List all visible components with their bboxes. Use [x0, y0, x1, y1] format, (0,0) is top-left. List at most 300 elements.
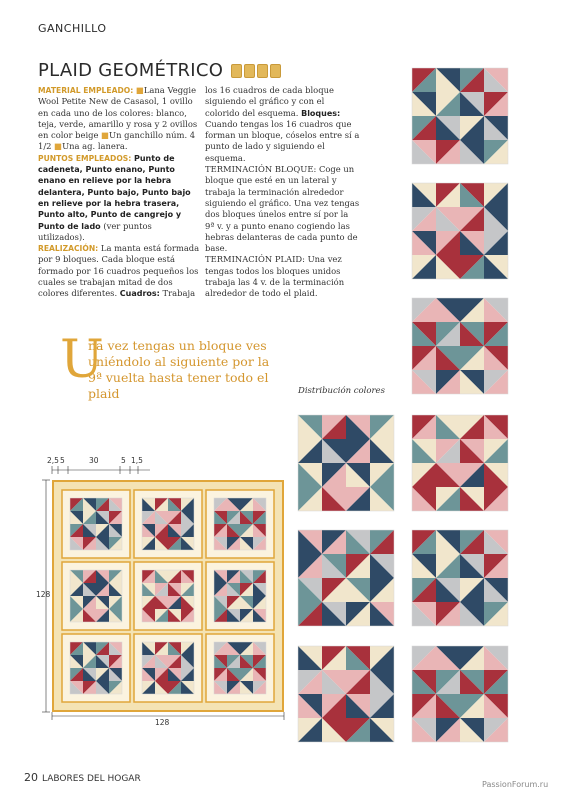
triangle [436, 322, 460, 346]
triangle [436, 487, 460, 511]
watermark: PassionForum.ru [482, 780, 549, 789]
plaid-block [70, 570, 122, 622]
triangle [412, 346, 436, 370]
plaid-block [70, 642, 122, 694]
triangle [322, 554, 346, 578]
text-column-1 [38, 85, 201, 300]
triangle [436, 370, 460, 394]
triangle [346, 578, 370, 602]
triangle [370, 670, 394, 694]
triangle [460, 68, 484, 92]
triangle [370, 694, 394, 718]
triangle [484, 346, 508, 370]
distribution-block [298, 530, 394, 626]
triangle [436, 602, 460, 626]
triangle [322, 578, 346, 602]
block-border [412, 298, 508, 394]
triangle [370, 646, 394, 670]
bullet-icon: ■ [54, 141, 63, 152]
triangle [484, 554, 508, 578]
triangle [460, 346, 484, 370]
triangle [484, 602, 508, 626]
triangle [484, 463, 508, 487]
triangle [412, 68, 436, 92]
points-tail: (ver puntos utilizados). [38, 220, 152, 242]
distribution-block [298, 646, 394, 742]
triangle [460, 578, 484, 602]
triangle [460, 183, 484, 207]
triangle [298, 602, 322, 626]
triangle [412, 298, 436, 322]
triangle [484, 415, 508, 439]
plaid-block [142, 642, 194, 694]
triangle [322, 463, 346, 487]
block-photo [412, 68, 508, 164]
page-title: PLAID GEOMÉTRICO [38, 60, 224, 81]
triangle [322, 487, 346, 511]
triangle [460, 487, 484, 511]
triangle [460, 646, 484, 670]
triangle [370, 578, 394, 602]
triangle [436, 322, 460, 346]
triangle [346, 487, 370, 511]
triangle [436, 183, 460, 207]
plaid-block [70, 498, 122, 550]
footer [24, 771, 141, 784]
triangle [484, 370, 508, 394]
points-text: Punto de cadeneta, Punto enano, Punto enano en relieve por la hebra delantera, Punto bajo, Punto bajo en relieve por la hebra trasera, Punto alto, Punto de cangrejo y Punto de lado [38, 153, 191, 231]
triangle [484, 370, 508, 394]
triangle [484, 646, 508, 670]
realization-text: La manta está formada por 9 bloques. Cada bloque está formado por 16 cuadros pequeños los cuales se trabajan mitad de dos colores diferentes. [38, 243, 200, 299]
triangle [412, 463, 436, 487]
triangle [460, 116, 484, 140]
triangle [370, 718, 394, 742]
triangle [298, 718, 322, 742]
triangle [460, 207, 484, 231]
triangle [298, 646, 322, 670]
triangle [436, 92, 460, 116]
blocks-text: Cuando tengas los 16 cuadros que forman un bloque, cóselos entre sí a punto de lado y siguiendo el esquema. [205, 118, 360, 163]
triangle [436, 694, 460, 718]
triangle [370, 578, 394, 602]
triangle [346, 602, 370, 626]
triangle [412, 694, 436, 718]
triangle [298, 670, 322, 694]
triangle [460, 602, 484, 626]
triangle [412, 487, 436, 511]
triangle [412, 183, 436, 207]
triangle [436, 670, 460, 694]
triangle [346, 602, 370, 626]
triangle [322, 439, 346, 463]
triangle [484, 670, 508, 694]
blocks-label: Bloques: [301, 108, 341, 118]
triangle [460, 463, 484, 487]
realization-label: REALIZACIÓN: [38, 244, 99, 254]
triangle [484, 530, 508, 554]
triangle [484, 298, 508, 322]
triangle [460, 183, 484, 207]
triangle [346, 694, 370, 718]
triangle [460, 116, 484, 140]
triangle [298, 694, 322, 718]
triangle [298, 718, 322, 742]
block-border [412, 530, 508, 626]
finish-block-text: TERMINACIÓN BLOQUE: Coge un bloque que esté en un lateral y trabaja la terminación alrededor siguiendo el gráfico. Una vez tengas dos bloques únelos entre sí por la 9ª v. y a punto enano cogiendo las hebras delanteras de cada punto de base. [205, 164, 360, 254]
triangle [460, 298, 484, 322]
materials-label: MATERIAL EMPLEADO: [38, 86, 134, 95]
triangle [460, 322, 484, 346]
dim-label-bottom: 128 [155, 718, 170, 727]
triangle [346, 718, 370, 742]
triangle [436, 116, 460, 140]
yarn-icon [257, 64, 268, 78]
pull-quote-text: na vez tengas un bloque ves uniéndolo al siguiente por la 9ª vuelta hasta tener todo el plaid [88, 338, 270, 401]
yarn-icon [270, 64, 281, 78]
triangle [412, 718, 436, 742]
block-border [412, 183, 508, 279]
triangle [322, 439, 346, 463]
triangle [460, 207, 484, 231]
triangle [298, 646, 322, 670]
triangle [484, 487, 508, 511]
triangle [412, 370, 436, 394]
triangle [436, 646, 460, 670]
triangle [484, 207, 508, 231]
distribution-label: Distribución colores [298, 386, 385, 396]
triangle [412, 255, 436, 279]
triangle [412, 68, 436, 92]
triangle [460, 68, 484, 92]
triangle [322, 487, 346, 511]
triangle [412, 646, 436, 670]
triangle [484, 255, 508, 279]
triangle [484, 322, 508, 346]
triangle [484, 231, 508, 255]
triangle [460, 718, 484, 742]
triangle [436, 298, 460, 322]
triangle [298, 439, 322, 463]
triangle [322, 694, 346, 718]
triangle [412, 670, 436, 694]
triangle [322, 415, 346, 439]
triangle [322, 415, 346, 439]
triangle [436, 694, 460, 718]
triangle [346, 554, 370, 578]
triangle [322, 463, 346, 487]
triangle [298, 578, 322, 602]
triangle [322, 670, 346, 694]
triangle [298, 694, 322, 718]
triangle [298, 602, 322, 626]
plaid-block [214, 498, 266, 550]
triangle [484, 694, 508, 718]
triangle [412, 322, 436, 346]
triangle [436, 68, 460, 92]
triangle [460, 415, 484, 439]
triangle [460, 530, 484, 554]
dim-label: 1,5 [131, 456, 143, 465]
triangle [370, 415, 394, 439]
plaid-block [142, 498, 194, 550]
triangle [346, 439, 370, 463]
dim-label: 5 [121, 456, 126, 465]
triangle [346, 463, 370, 487]
triangle [370, 554, 394, 578]
triangle [436, 439, 460, 463]
triangle [298, 578, 322, 602]
triangle [412, 463, 436, 487]
triangle [436, 415, 460, 439]
triangle [460, 694, 484, 718]
triangle [346, 554, 370, 578]
bullet-icon: ■ [101, 130, 110, 141]
distribution-block [412, 646, 508, 742]
triangle [484, 322, 508, 346]
page-number: 20 [24, 771, 38, 784]
triangle [484, 183, 508, 207]
triangle [412, 718, 436, 742]
triangle [322, 602, 346, 626]
triangle [412, 554, 436, 578]
triangle [484, 578, 508, 602]
text-column-2 [205, 85, 360, 300]
plaid-block [214, 642, 266, 694]
block-border [412, 68, 508, 164]
triangle [484, 92, 508, 116]
triangle [484, 255, 508, 279]
triangle [412, 602, 436, 626]
triangle [412, 487, 436, 511]
triangle [436, 530, 460, 554]
triangle [436, 255, 460, 279]
triangle [298, 463, 322, 487]
triangle [412, 183, 436, 207]
triangle [412, 140, 436, 164]
triangle [298, 670, 322, 694]
triangle [436, 554, 460, 578]
triangle [460, 439, 484, 463]
triangle [412, 415, 436, 439]
triangle [370, 530, 394, 554]
triangle [346, 646, 370, 670]
yarn-icon [244, 64, 255, 78]
triangle [460, 346, 484, 370]
triangle [412, 370, 436, 394]
triangle [298, 439, 322, 463]
triangle [436, 646, 460, 670]
triangle [346, 578, 370, 602]
yarn-icon [231, 64, 242, 78]
triangle [460, 487, 484, 511]
triangle [322, 646, 346, 670]
triangle [436, 530, 460, 554]
triangle [436, 415, 460, 439]
triangle [322, 554, 346, 578]
triangle [436, 578, 460, 602]
triangle [346, 646, 370, 670]
triangle [346, 530, 370, 554]
triangle [460, 140, 484, 164]
triangle [370, 415, 394, 439]
triangle [460, 670, 484, 694]
materials-hook: Un ganchillo núm. 4 1/2 [38, 130, 196, 152]
triangle [484, 207, 508, 231]
triangle [370, 602, 394, 626]
triangle [412, 92, 436, 116]
triangle [370, 463, 394, 487]
triangle [436, 255, 460, 279]
triangle [322, 718, 346, 742]
finish-plaid-text: TERMINACIÓN PLAID: Una vez tengas todos los bloques unidos trabaja las 4 v. de la terminación alrededor de todo el plaid. [205, 254, 345, 299]
triangle [460, 670, 484, 694]
triangle [322, 530, 346, 554]
squares-label: Cuadros: [119, 289, 160, 299]
dim-label: 30 [89, 456, 99, 465]
triangle [412, 439, 436, 463]
triangle [322, 578, 346, 602]
triangle [484, 670, 508, 694]
difficulty-yarn-icons [231, 64, 281, 78]
triangle [346, 718, 370, 742]
triangle [346, 530, 370, 554]
materials-text: Lana Veggie Wool Petite New de Casasol, 1 ovillo en cada uno de los colores: blanco, teja, verde, amarillo y rosa y 2 ovillos en color beige [38, 85, 198, 141]
triangle [370, 487, 394, 511]
pull-quote [60, 330, 270, 402]
triangle [322, 670, 346, 694]
triangle [298, 530, 322, 554]
title-row [38, 60, 281, 81]
triangle [322, 602, 346, 626]
triangle [436, 463, 460, 487]
triangle [412, 530, 436, 554]
triangle [412, 116, 436, 140]
triangle [346, 487, 370, 511]
section-tag: GANCHILLO [38, 22, 107, 35]
distribution-block [298, 415, 394, 511]
triangle [412, 231, 436, 255]
triangle [412, 322, 436, 346]
dim-label-side: 128 [36, 590, 51, 599]
block-border [298, 530, 394, 626]
triangle [298, 487, 322, 511]
triangle [460, 92, 484, 116]
triangle [484, 346, 508, 370]
triangle [370, 487, 394, 511]
triangle [460, 439, 484, 463]
triangle [322, 530, 346, 554]
triangle [370, 530, 394, 554]
triangle [436, 68, 460, 92]
triangle [346, 670, 370, 694]
triangle [346, 670, 370, 694]
triangle [460, 463, 484, 487]
triangle [460, 92, 484, 116]
triangle [370, 463, 394, 487]
triangle [412, 255, 436, 279]
triangle [412, 346, 436, 370]
triangle [460, 255, 484, 279]
triangle [436, 602, 460, 626]
bullet-icon: ■ [135, 85, 144, 95]
triangle [460, 718, 484, 742]
triangle [412, 207, 436, 231]
triangle [298, 487, 322, 511]
triangle [436, 718, 460, 742]
triangle [346, 463, 370, 487]
triangle [460, 140, 484, 164]
triangle [436, 370, 460, 394]
triangle [370, 694, 394, 718]
triangle [484, 439, 508, 463]
triangle [436, 463, 460, 487]
triangle [322, 694, 346, 718]
triangle [484, 718, 508, 742]
block-border [298, 415, 394, 511]
triangle [412, 92, 436, 116]
triangle [370, 439, 394, 463]
triangle [484, 578, 508, 602]
triangle [460, 530, 484, 554]
block-photo [412, 298, 508, 394]
triangle [436, 207, 460, 231]
triangle [484, 183, 508, 207]
triangle [298, 415, 322, 439]
triangle [370, 670, 394, 694]
triangle [436, 183, 460, 207]
triangle [484, 530, 508, 554]
triangle [436, 231, 460, 255]
triangle [484, 439, 508, 463]
triangle [484, 415, 508, 439]
triangle [484, 694, 508, 718]
triangle [460, 694, 484, 718]
triangle [436, 346, 460, 370]
triangle [322, 646, 346, 670]
col2-p1: los 16 cuadros de cada bloque siguiendo el gráfico y con el colorido del esquema. [205, 85, 334, 118]
triangle [460, 370, 484, 394]
triangle [436, 578, 460, 602]
triangle [346, 439, 370, 463]
triangle [484, 116, 508, 140]
triangle [412, 140, 436, 164]
triangle [460, 370, 484, 394]
triangle [298, 415, 322, 439]
triangle [346, 415, 370, 439]
triangle [460, 231, 484, 255]
triangle [412, 578, 436, 602]
plaid-diagram [52, 480, 284, 712]
triangle [484, 68, 508, 92]
triangle [298, 530, 322, 554]
triangle [484, 231, 508, 255]
triangle [484, 140, 508, 164]
triangle [484, 92, 508, 116]
triangle [346, 694, 370, 718]
triangle [460, 415, 484, 439]
triangle [412, 602, 436, 626]
triangle [370, 439, 394, 463]
triangle [370, 718, 394, 742]
triangle [412, 670, 436, 694]
triangle [484, 463, 508, 487]
points-label: PUNTOS EMPLEADOS: [38, 153, 132, 163]
triangle [436, 487, 460, 511]
block-border [298, 646, 394, 742]
triangle [370, 602, 394, 626]
triangle [436, 231, 460, 255]
